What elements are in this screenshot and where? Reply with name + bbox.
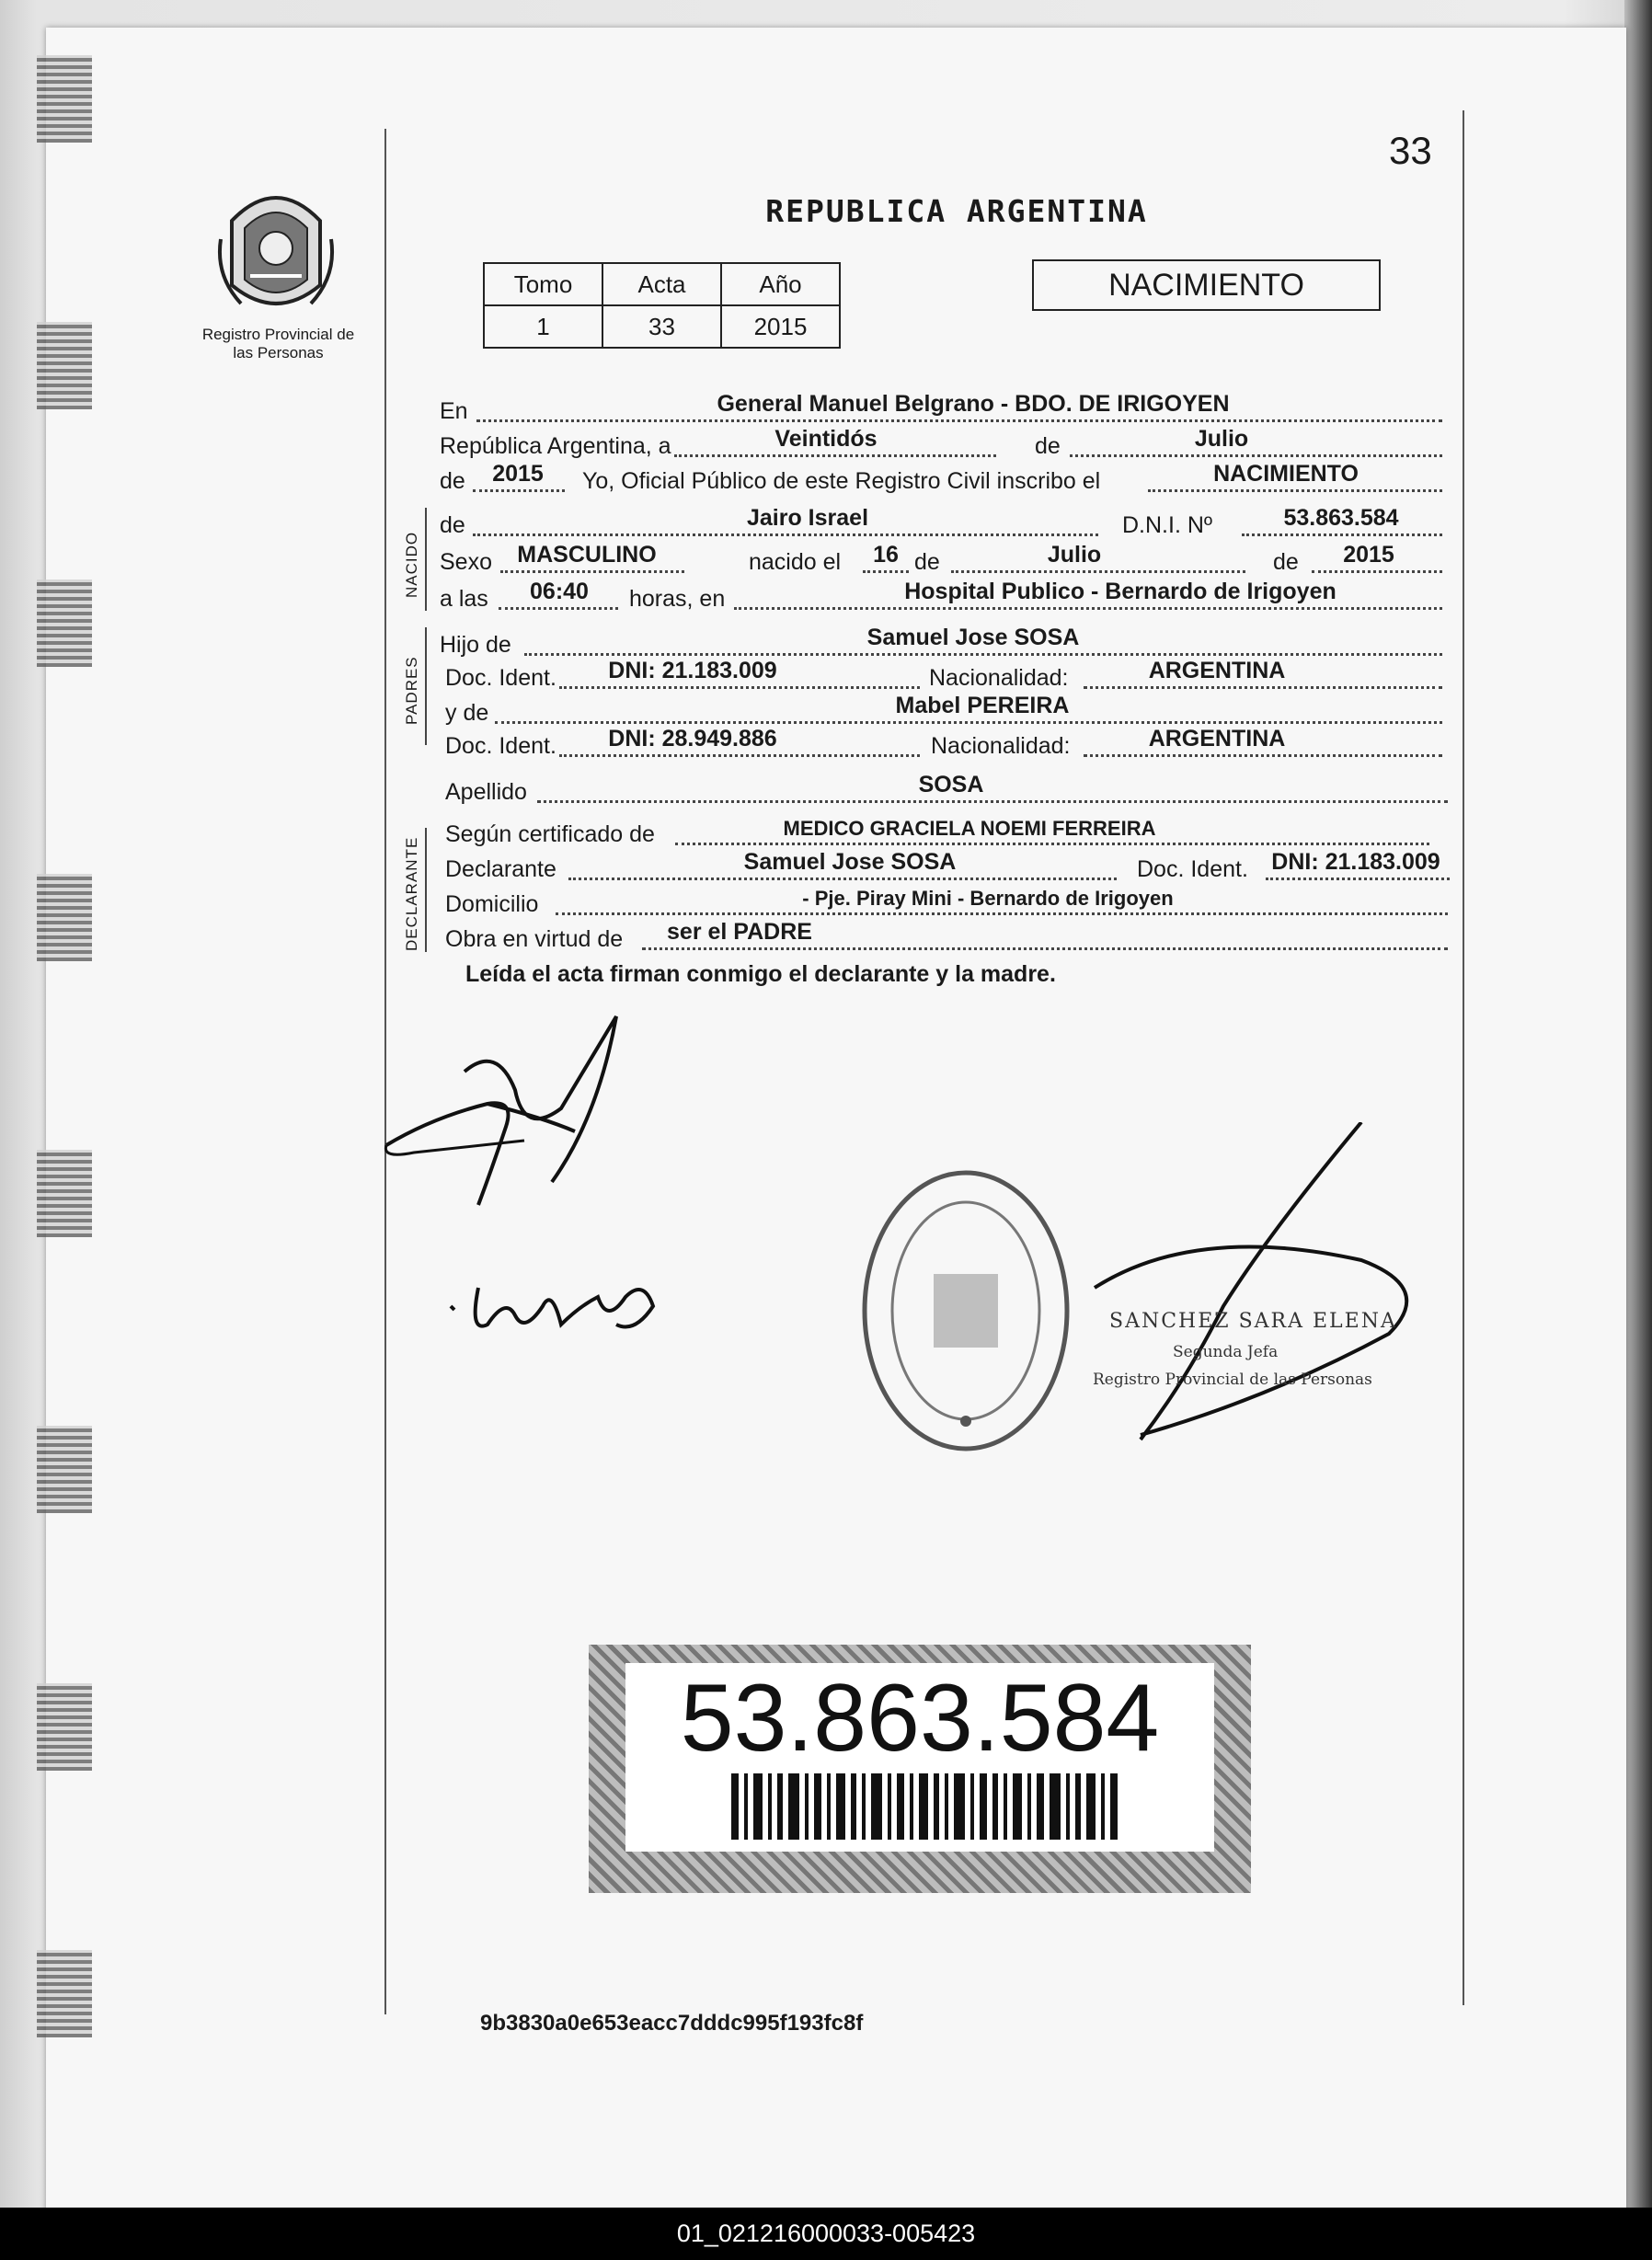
row-madre-doc (440, 728, 1442, 763)
side-label-declarante: DECLARANTE (403, 836, 420, 951)
dotted-line (1148, 489, 1442, 492)
side-label-nacido: NACIDO (403, 531, 420, 598)
value-inscripcion: NACIMIENTO (1213, 461, 1359, 487)
register-table (483, 262, 841, 349)
official-signature-icon (1085, 1122, 1426, 1453)
value-certificado: MEDICO GRACIELA NOEMI FERREIRA (783, 817, 1156, 840)
label-dni: D.N.I. Nº (1122, 512, 1213, 538)
dotted-line (559, 686, 920, 689)
dotted-line (1312, 570, 1442, 573)
binder-hole (37, 1426, 92, 1513)
label-en: En (440, 398, 468, 424)
label-republica: República Argentina, a (440, 433, 671, 459)
value-anio: 2015 (721, 305, 840, 348)
section-bracket (425, 508, 427, 611)
dotted-line (495, 721, 1442, 724)
record-type-box: NACIMIENTO (1032, 259, 1381, 311)
value-declarante: Samuel Jose SOSA (743, 849, 957, 875)
label-declarante: Declarante (445, 856, 556, 882)
right-margin-line (1463, 110, 1464, 2005)
label-certificado: Según certificado de (445, 821, 655, 847)
binder-hole (37, 55, 92, 143)
mother-signature-icon (442, 1269, 681, 1352)
label-hijo-de: Hijo de (440, 632, 511, 658)
value-lugar-nac: Hospital Publico - Bernardo de Irigoyen (904, 579, 1337, 604)
header-acta: Acta (602, 263, 721, 305)
dotted-line (1084, 754, 1442, 757)
header-tomo: Tomo (484, 263, 602, 305)
label-number: 53.863.584 (680, 1665, 1160, 1772)
value-apellido: SOSA (918, 772, 984, 797)
official-role: Segunda Jefa (1173, 1343, 1279, 1361)
dotted-line (524, 653, 1442, 656)
document-hash: 9b3830a0e653eacc7dddc995f193fc8f (480, 2011, 864, 2036)
row-lugar (440, 391, 1442, 429)
official-office: Registro Provincial de las Personas (1093, 1371, 1372, 1389)
binder-hole (37, 322, 92, 409)
file-identifier: 01_021216000033-005423 (0, 2208, 1652, 2260)
side-label-padres: PADRES (403, 656, 420, 725)
row-hora-lugar (440, 581, 1442, 616)
row-inscripcion (440, 461, 1442, 499)
label-de5: de (1273, 549, 1299, 575)
label-de2: de (440, 468, 465, 494)
official-stamp-icon (855, 1164, 1076, 1458)
value-anio-inscripcion: 2015 (492, 461, 544, 487)
dotted-line (1070, 454, 1442, 457)
value-nombre: Jairo Israel (746, 505, 869, 531)
province-seal-icon (213, 184, 338, 322)
binder-hole (37, 579, 92, 667)
dotted-line (499, 607, 618, 610)
dotted-line (1242, 533, 1442, 536)
value-mes: Julio (1194, 426, 1249, 452)
value-padre-nac: ARGENTINA (1148, 658, 1286, 683)
label-oficial: Yo, Oficial Público de este Registro Civil inscribo el (582, 468, 1101, 494)
row-declarante (445, 849, 1448, 887)
value-hora: 06:40 (530, 579, 589, 604)
label-sexo: Sexo (440, 549, 492, 575)
value-acta: 33 (602, 305, 721, 348)
value-nac-dia: 16 (873, 542, 899, 568)
section-bracket (425, 627, 427, 745)
label-de: de (1035, 433, 1061, 459)
declarant-signature-icon (377, 1007, 635, 1219)
dotted-line (568, 878, 1117, 880)
row-sexo (440, 542, 1442, 579)
label-a-las: a las (440, 586, 488, 612)
label-y-de: y de (445, 700, 489, 726)
dotted-line (863, 570, 909, 573)
label-de4: de (914, 549, 940, 575)
value-madre-nac: ARGENTINA (1148, 726, 1286, 751)
label-de3: de (440, 512, 465, 538)
binder-hole (37, 874, 92, 961)
row-obra (445, 919, 1448, 957)
value-dni: 53.863.584 (1283, 505, 1399, 531)
dotted-line (556, 912, 1448, 915)
official-name: SANCHEZ SARA ELENA (1109, 1310, 1397, 1333)
seal-caption: Registro Provincial de las Personas (201, 326, 355, 361)
row-domicilio (445, 887, 1448, 922)
value-domicilio: - Pje. Piray Mini - Bernardo de Irigoyen (802, 887, 1174, 910)
value-sexo: MASCULINO (517, 542, 657, 568)
value-nac-mes: Julio (1047, 542, 1102, 568)
label-domicilio: Domicilio (445, 891, 539, 917)
label-obra: Obra en virtud de (445, 926, 624, 952)
row-certificado (445, 817, 1448, 852)
dotted-line (537, 800, 1448, 803)
dotted-line (500, 570, 684, 573)
value-declarante-doc: DNI: 21.183.009 (1271, 849, 1440, 875)
value-madre-doc: DNI: 28.949.886 (608, 726, 777, 751)
binder-holes (37, 0, 147, 2208)
dotted-line (734, 607, 1442, 610)
dotted-line (473, 533, 1098, 536)
row-padre-doc (440, 660, 1442, 695)
label-nacido-el: nacido el (749, 549, 842, 575)
label-apellido: Apellido (445, 779, 527, 805)
binder-hole (37, 1950, 92, 2037)
section-bracket (425, 828, 427, 952)
dotted-line (642, 947, 1448, 950)
value-padre-doc: DNI: 21.183.009 (608, 658, 777, 683)
value-madre: Mabel PEREIRA (895, 693, 1070, 718)
binder-hole (37, 1683, 92, 1771)
dotted-line (473, 489, 565, 492)
document-title: REPUBLICA ARGENTINA (765, 193, 1148, 229)
binder-hole (37, 1150, 92, 1237)
dotted-line (1266, 878, 1450, 880)
row-nombre (440, 505, 1442, 543)
dotted-line (674, 454, 996, 457)
dotted-line (951, 570, 1245, 573)
label-padre-nac: Nacionalidad: (929, 665, 1069, 691)
label-horas-en: horas, en (629, 586, 726, 612)
page-number: 33 (1389, 129, 1432, 172)
dotted-line (675, 843, 1429, 845)
scan-edge (1624, 0, 1652, 2208)
closing-statement: Leída el acta firman conmigo el declarante y la madre. (465, 961, 1056, 987)
value-lugar: General Manuel Belgrano - BDO. DE IRIGOYEN (717, 391, 1230, 417)
value-dia: Veintidós (774, 426, 878, 452)
label-padre-doc: Doc. Ident. (445, 665, 556, 691)
value-obra: ser el PADRE (667, 919, 812, 945)
value-tomo: 1 (484, 305, 602, 348)
dotted-line (476, 419, 1442, 422)
row-apellido (445, 774, 1448, 809)
value-nac-anio: 2015 (1343, 542, 1394, 568)
dotted-line (559, 754, 920, 757)
dotted-line (1084, 686, 1442, 689)
row-fecha (440, 426, 1442, 464)
barcode-icon (731, 1773, 1118, 1840)
label-madre-nac: Nacionalidad: (931, 733, 1071, 759)
value-padre: Samuel Jose SOSA (866, 625, 1080, 650)
label-madre-doc: Doc. Ident. (445, 733, 556, 759)
label-declarante-doc: Doc. Ident. (1137, 856, 1248, 882)
header-anio: Año (721, 263, 840, 305)
